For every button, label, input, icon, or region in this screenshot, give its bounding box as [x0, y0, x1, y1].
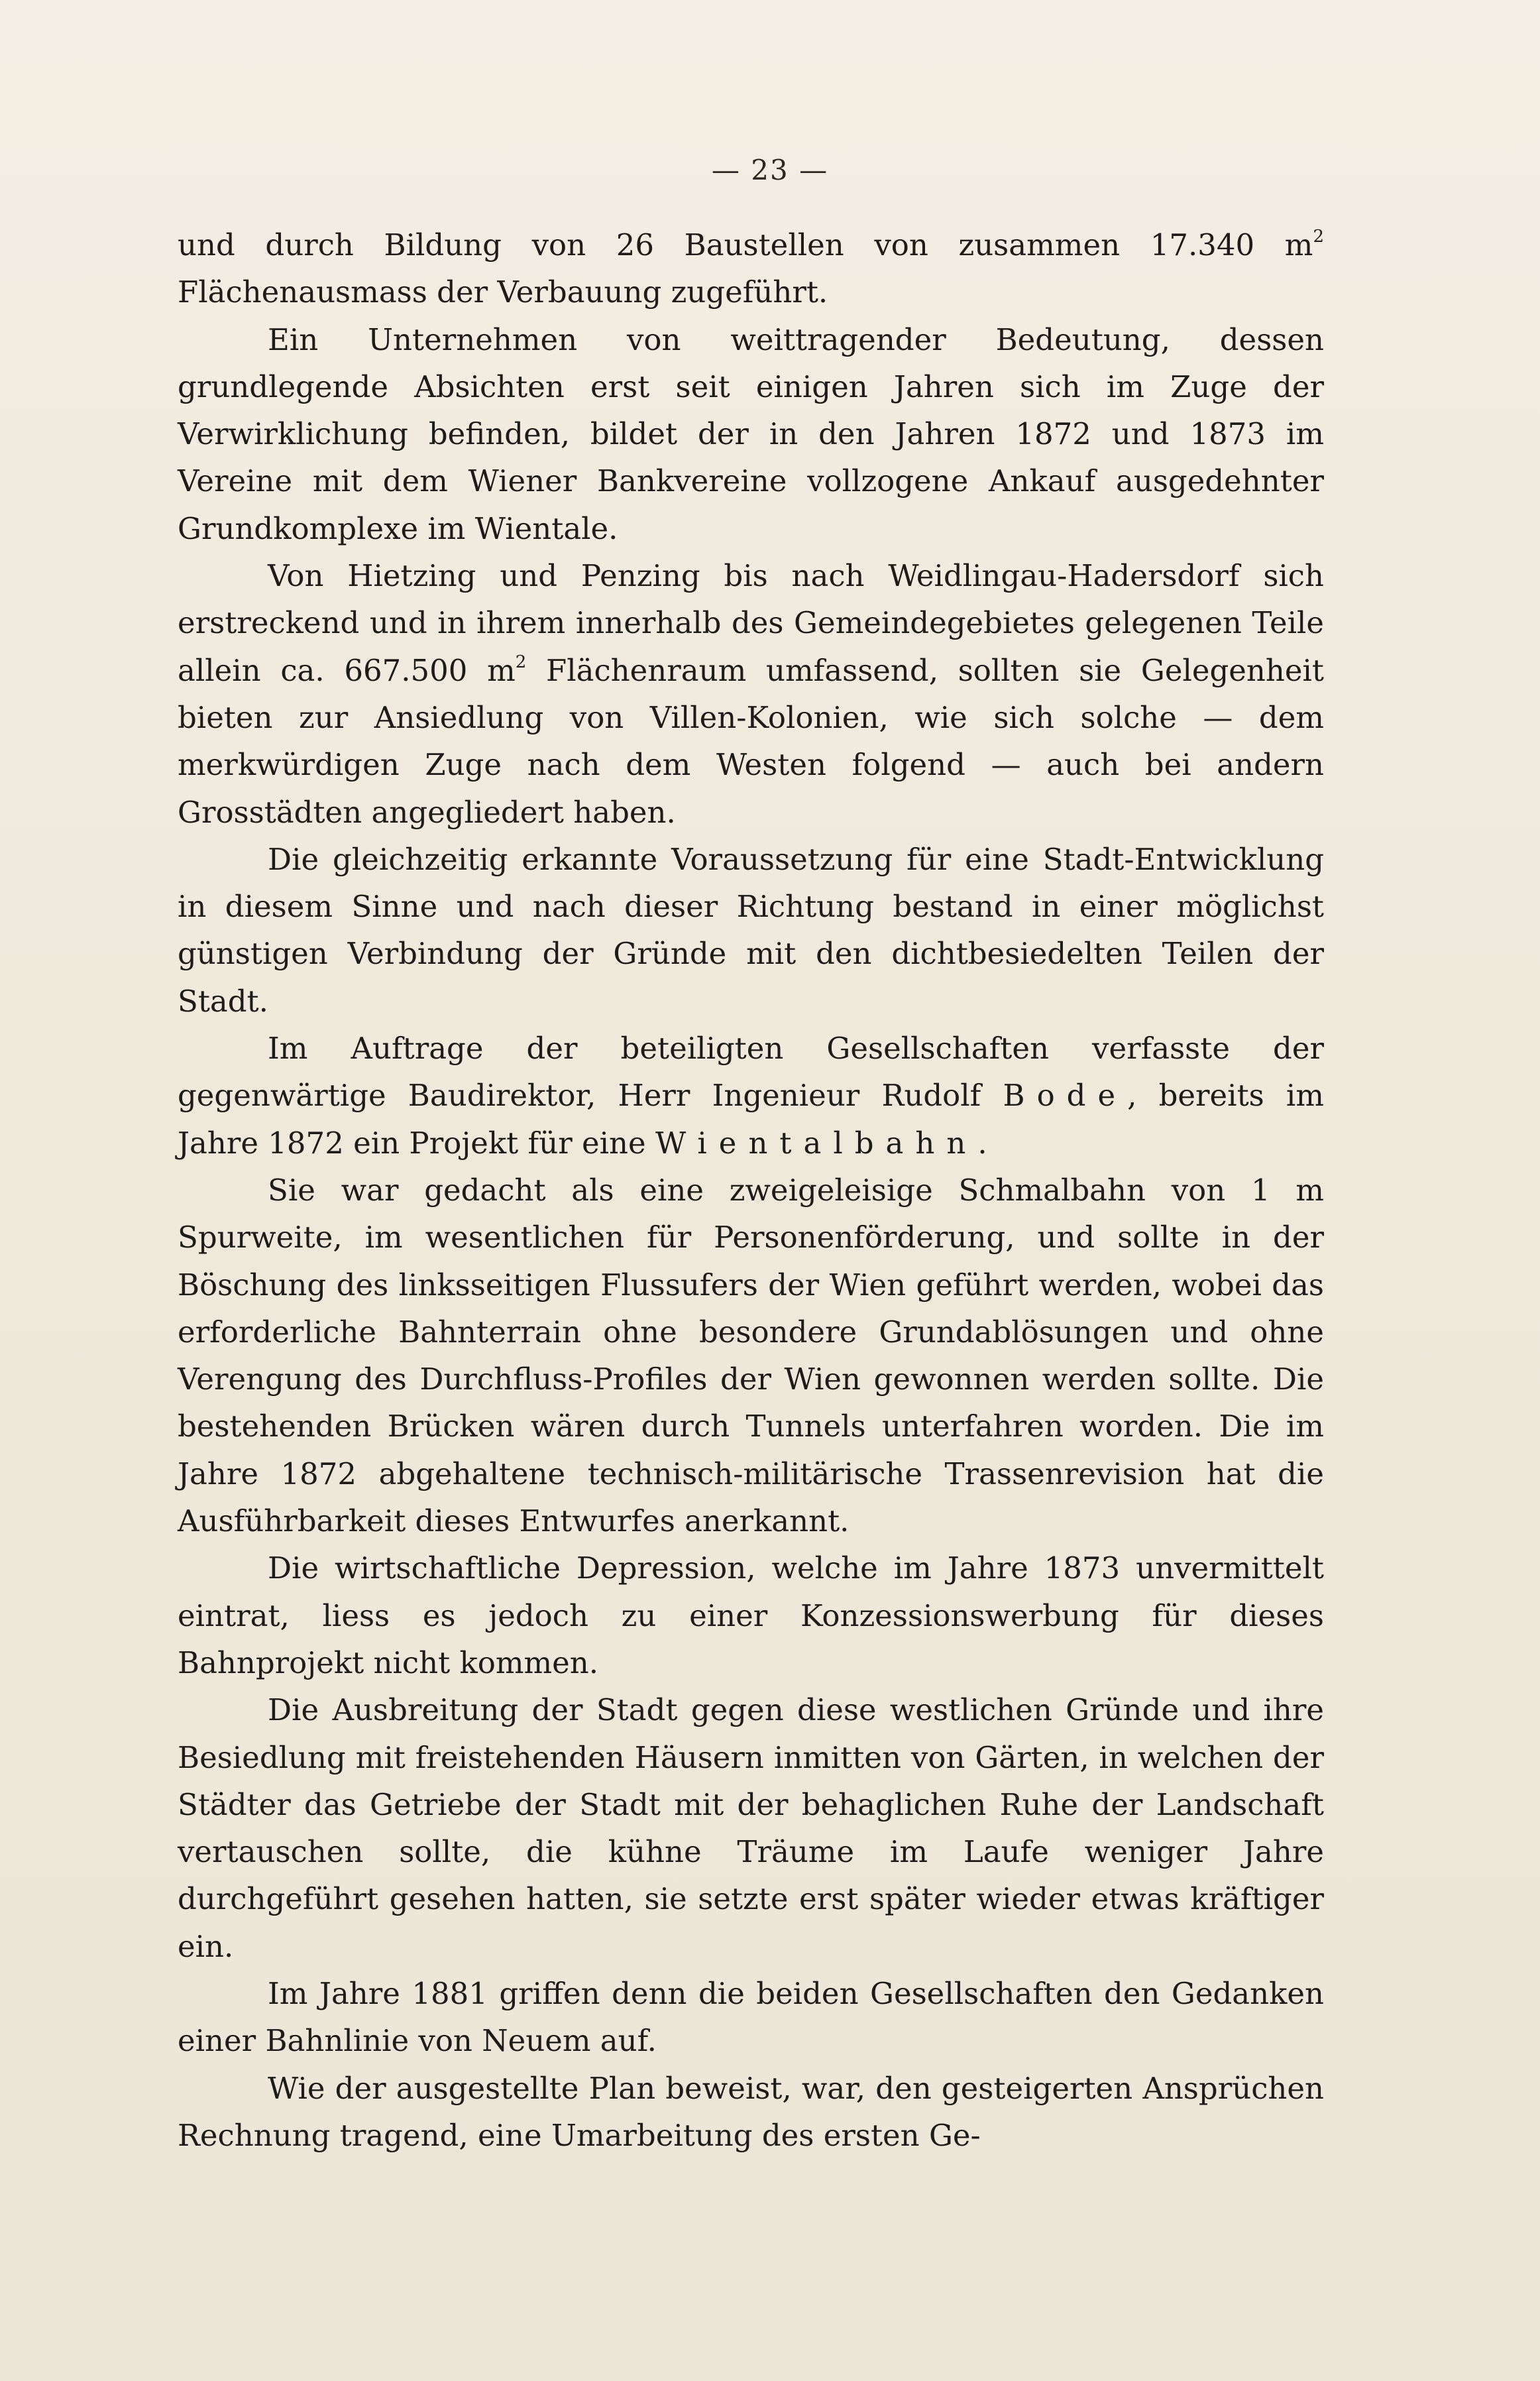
text-segment: Im Auftrage der beteiligten Gesellschaften verfasste der gegenwärtige Baudirektor, Herr Ingenieur Rudolf — [178, 1031, 1324, 1114]
superscript: 2 — [1313, 227, 1324, 247]
paragraph: Im Jahre 1881 griffen denn die beiden Gesellschaften den Gedanken einer Bahnlinie von Neuem auf. — [178, 1975, 1324, 2059]
paragraph: Sie war gedacht als eine zweigeleisige Schmalbahn von 1 m Spurweite, im wesentlichen für Personenförderung, und sollte in der Böschung des linksseitigen Flussufers der Wien geführt werden, wobei das erforderliche Bahnterrain ohne besondere Grundablösungen und ohne Verengung des Durchfluss-Profiles der Wien gewonnen werden sollte. Die bestehenden Brücken wären durch Tunnels unterfahren worden. Die im Jahre 1872 abgehaltene technisch-militärische Trassenrevision hat die Ausführbarkeit dieses Entwurfes anerkannt. — [178, 1172, 1324, 1539]
body-text — [178, 221, 1324, 2159]
spaced-name: Bode — [1003, 1078, 1128, 1114]
paragraph: Die wirtschaftliche Depression, welche im Jahre 1873 unvermittelt eintrat, liess es jedoch zu einer Konzessionswerbung für dieses Bahnprojekt nicht kommen. — [178, 1550, 1324, 1680]
text-segment: Flächenausmass der Verbauung zugeführt. — [178, 274, 828, 310]
spaced-term: Wientalbahn — [655, 1125, 978, 1161]
paragraph — [178, 1025, 1324, 1167]
paragraph: Die Ausbreitung der Stadt gegen diese westlichen Gründe und ihre Besiedlung mit freistehenden Häusern inmitten von Gärten, in welchen der Städter das Getriebe der Stadt mit der behaglichen Ruhe der Landschaft vertauschen sollte, die kühne Träume im Laufe weniger Jahre durchgeführt gesehen hatten, sie setzte erst später wieder etwas kräftiger ein. — [178, 1692, 1324, 1964]
paragraph: Wie der ausgestellte Plan beweist, war, den gesteigerten Ansprüchen Rechnung tragend, eine Umarbeitung des ersten Ge- — [178, 2070, 1324, 2153]
page-number: — 23 — — [711, 154, 829, 186]
text-segment: . — [977, 1125, 987, 1161]
paragraph: Die gleichzeitig erkannte Voraussetzung für eine Stadt-Entwicklung in diesem Sinne und nach dieser Richtung bestand in einer möglichst günstigen Verbindung der Gründe mit den dichtbesiedelten Teilen der Stadt. — [178, 841, 1324, 1019]
text-segment: Flächenraum umfassend, sollten sie Gelegenheit bieten zur Ansiedlung von Villen-Kolonien, wie sich solche — dem merkwürdigen Zuge nach dem Westen folgend — auch bei andern Grosstädten angegliedert haben. — [178, 652, 1324, 830]
text-segment: , bereits im Jahre 1872 ein Projekt für eine — [178, 1078, 1324, 1161]
paragraph: Ein Unternehmen von weittragender Bedeutung, dessen grundlegende Absichten erst seit einigen Jahren sich im Zuge der Verwirklichung befinden, bildet der in den Jahren 1872 und 1873 im Vereine mit dem Wiener Bankvereine vollzogene Ankauf ausgedehnter Grundkomplexe im Wientale. — [178, 321, 1324, 546]
paragraph — [178, 552, 1324, 836]
text-segment: und durch Bildung von 26 Baustellen von zusammen 17.340 m — [178, 227, 1313, 262]
superscript: 2 — [515, 652, 527, 672]
text-segment: Von Hietzing und Penzing bis nach Weidlingau-Hadersdorf sich erstreckend und in ihrem innerhalb des Gemeindegebietes gelegenen Teile allein ca. 667.500 m — [178, 558, 1324, 688]
paragraph-continued — [178, 221, 1324, 316]
